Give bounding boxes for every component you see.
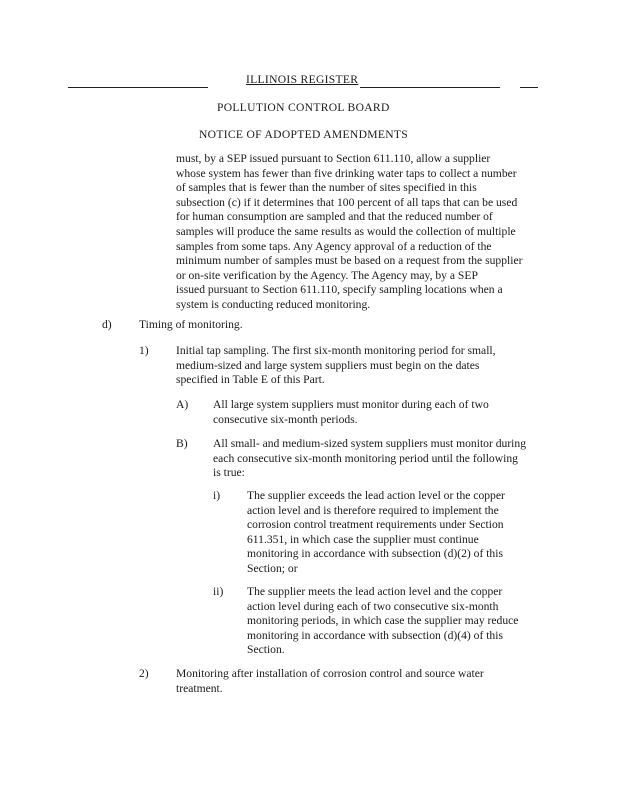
item-A-line: consecutive six-month periods. bbox=[213, 412, 358, 426]
intro-line: of samples that is fewer than the number of sites specified in this bbox=[176, 181, 477, 195]
intro-line: minimum number of samples must be based on a request from the supplier bbox=[176, 254, 523, 268]
notice-title: NOTICE OF ADOPTED AMENDMENTS bbox=[199, 128, 409, 141]
intro-line: for human consumption are sampled and that the reduced number of bbox=[176, 210, 493, 224]
item-ii-line: monitoring in accordance with subsection (d)(4) of this bbox=[247, 628, 503, 642]
subsection-d-heading: Timing of monitoring. bbox=[139, 318, 243, 331]
item-B-line: each consecutive six-month monitoring period until the following bbox=[213, 451, 518, 465]
item-A-line: All large system suppliers must monitor during each of two bbox=[213, 398, 489, 411]
item-i-line: The supplier exceeds the lead action level or the copper bbox=[247, 489, 505, 502]
item-1-line: medium-sized and large system suppliers must begin on the dates bbox=[176, 358, 480, 372]
subsection-d-label: d) bbox=[102, 318, 112, 331]
item-i-text bbox=[247, 489, 505, 577]
item-1-text bbox=[176, 344, 496, 388]
item-i-line: Section; or bbox=[247, 561, 298, 575]
intro-line: or on-site verification by the Agency. The Agency may, by a SEP bbox=[176, 268, 478, 282]
item-ii-line: Section. bbox=[247, 643, 285, 657]
intro-line: subsection (c) if it determines that 100 percent of all taps that can be used bbox=[176, 195, 518, 209]
item-2-line: Monitoring after installation of corrosion control and source water bbox=[176, 667, 484, 680]
intro-line: must, by a SEP issued pursuant to Section 611.110, allow a supplier bbox=[176, 152, 491, 165]
item-B-label: B) bbox=[176, 437, 188, 450]
intro-line: samples from some taps. Any Agency approval of a reduction of the bbox=[176, 239, 492, 253]
item-2-line: treatment. bbox=[176, 681, 223, 695]
item-i-line: monitoring in accordance with subsection (d)(2) of this bbox=[247, 547, 503, 561]
item-1-line: Initial tap sampling. The first six-month monitoring period for small, bbox=[176, 344, 496, 357]
item-i-line: corrosion control treatment requirements under Section bbox=[247, 518, 504, 532]
header-rule-right bbox=[360, 87, 500, 88]
item-i-line: action level and is therefore required to implement the bbox=[247, 503, 499, 517]
item-ii-line: monitoring periods, in which case the supplier may reduce bbox=[247, 614, 519, 628]
item-ii-text bbox=[247, 585, 518, 658]
item-B-text bbox=[213, 437, 526, 481]
item-A-text bbox=[213, 398, 489, 427]
intro-line: samples will produce the same results as would the collection of multiple bbox=[176, 224, 516, 238]
register-title: ILLINOIS REGISTER bbox=[246, 73, 359, 86]
item-i-line: 611.351, in which case the supplier must continue bbox=[247, 532, 479, 546]
intro-paragraph bbox=[176, 152, 522, 313]
item-ii-line: The supplier meets the lead action level and the copper bbox=[247, 585, 503, 598]
item-A-label: A) bbox=[176, 398, 189, 411]
item-1-label: 1) bbox=[139, 344, 149, 357]
item-B-line: is true: bbox=[213, 466, 245, 480]
intro-line: issued pursuant to Section 611.110, specify sampling locations when a bbox=[176, 283, 503, 297]
board-title: POLLUTION CONTROL BOARD bbox=[217, 101, 390, 114]
item-i-label: i) bbox=[213, 489, 221, 502]
item-2-text bbox=[176, 667, 484, 696]
header-rule-left bbox=[68, 87, 208, 88]
item-B-line: All small- and medium-sized system suppliers must monitor during bbox=[213, 437, 526, 450]
item-1-line: specified in Table E of this Part. bbox=[176, 373, 325, 387]
item-ii-label: ii) bbox=[213, 585, 224, 598]
item-ii-line: action level during each of two consecutive six-month bbox=[247, 599, 499, 613]
header-rule-tail bbox=[520, 87, 538, 88]
intro-line: system is conducting reduced monitoring. bbox=[176, 297, 371, 311]
intro-line: whose system has fewer than five drinking water taps to collect a number bbox=[176, 166, 517, 180]
item-2-label: 2) bbox=[139, 667, 149, 680]
